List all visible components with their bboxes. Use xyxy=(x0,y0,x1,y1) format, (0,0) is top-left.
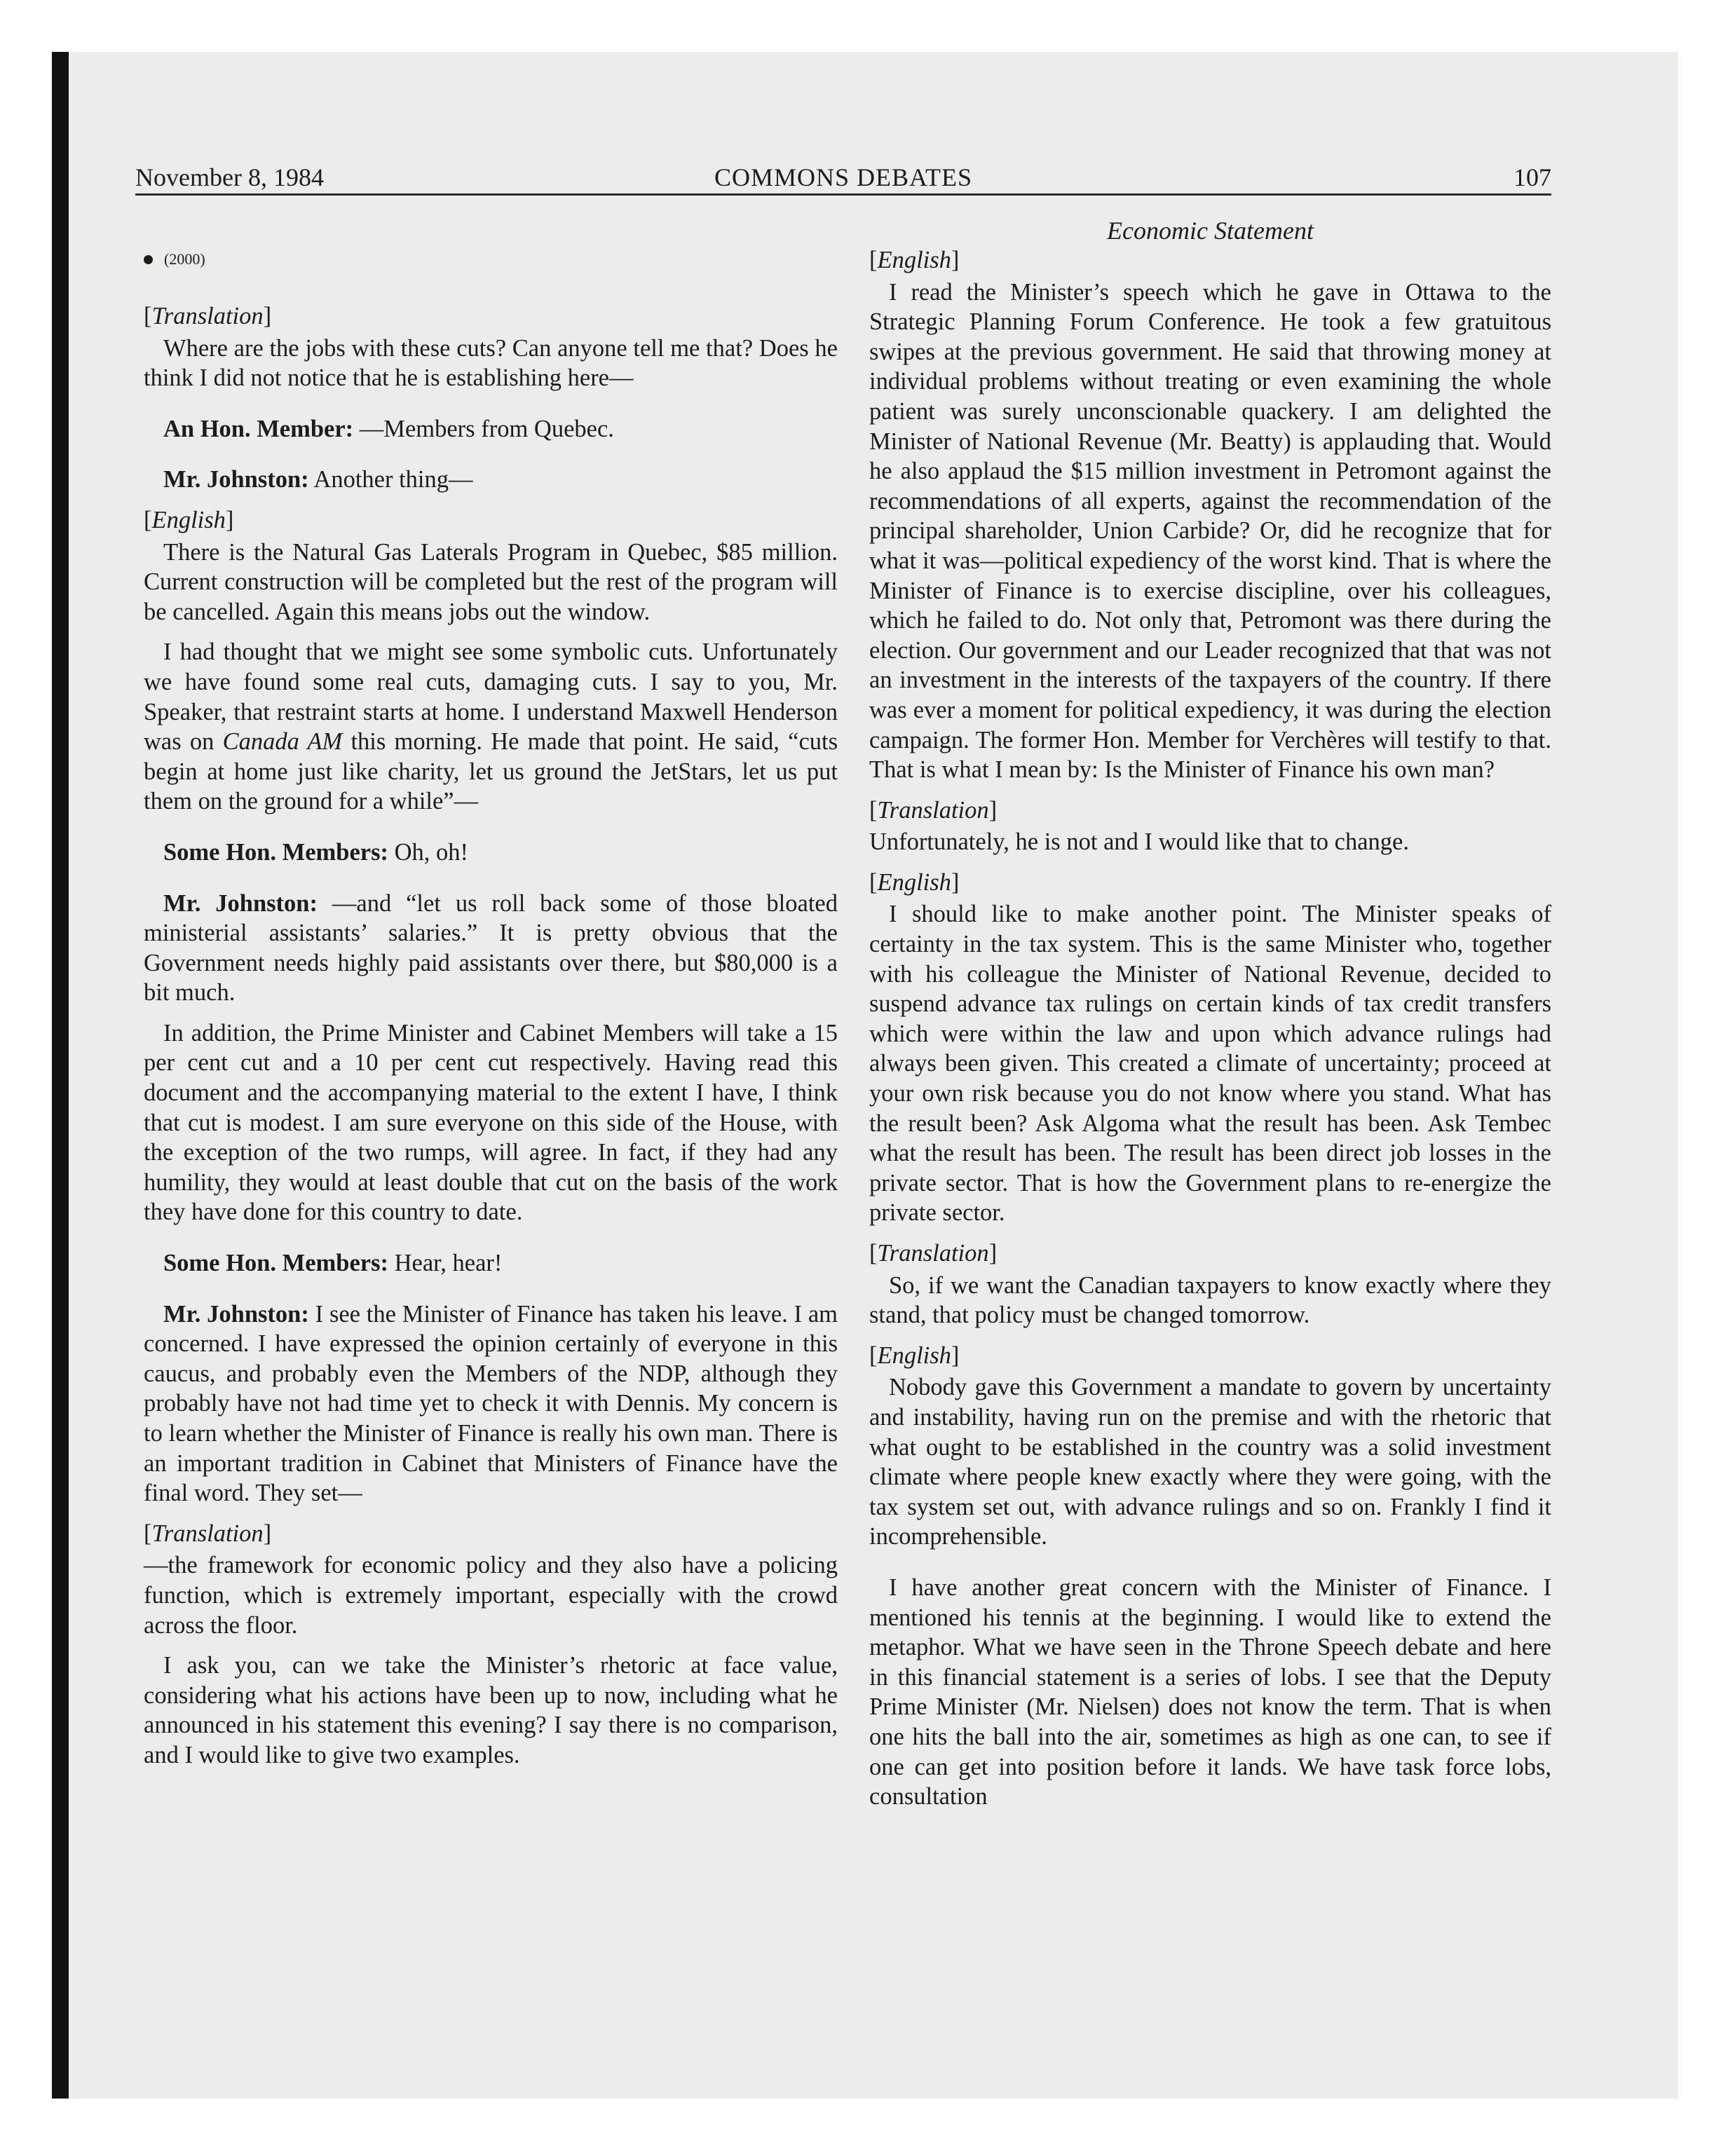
speech-paragraph: Mr. Johnston: Another thing— xyxy=(163,466,473,493)
speaker: Some Hon. Members: xyxy=(163,1250,388,1277)
paragraph: In addition, the Prime Minister and Cabinet Members will take a 15 per cent cut and a 10 per cent cut respectively. Having read this document and the accompanying material to the extent I have, I think that cut is modest. I am sure everyone on this side of the House, with the exception of the two rumps, will agree. In fact, if they had any humility, they would at least double that cut on the basis of the work they have done for this country to date. xyxy=(144,1019,838,1226)
language-label: [English] xyxy=(144,506,234,533)
header-date: November 8, 1984 xyxy=(135,163,324,191)
bullet-icon xyxy=(144,255,153,264)
paragraph: I read the Minister’s speech which he gave in Ottawa to the Strategic Planning Forum Conference. He took a few gratuitous swipes at the previous government. He said that throwing money at individual problems without treating or even examining the whole patient was surely unconscionable quackery. I am delighted the Minister of National Revenue (Mr. Beatty) is applauding that. Would he also applaud the $15 million investment in Petromont against the recommendations of all experts, against the recommendation of the principal shareholder, Union Carbide? Or, did he recognize that for what it was—political expediency of the worst kind. That is where the Minister of Finance is to exercise discipline, over his colleagues, which he failed to do. Not only that, Petromont was there during the election. Our government and our Leader recognized that that was not an investment in the interests of the taxpayers of the country. If there was ever a moment for political expediency, it was during the election campaign. The former Hon. Member for Verchères will testify to that. That is what I mean by: Is the Minister of Finance his own man? xyxy=(869,278,1551,784)
paragraph: Nobody gave this Government a mandate to govern by uncertainty and instability, having run on the premise and with the rhetoric that what ought to be established in the country was a solid investment climate where people knew exactly where they were going, with the tax system set out, with advance rulings and so on. Frankly I find it incomprehensible. xyxy=(869,1374,1551,1550)
language-label: [English] xyxy=(869,868,960,896)
speaker: Mr. Johnston: xyxy=(163,889,318,917)
speaker: Mr. Johnston: xyxy=(163,1300,309,1328)
speaker: Some Hon. Members: xyxy=(163,838,388,866)
right-column xyxy=(869,245,1551,1822)
paragraph: Unfortunately, he is not and I would like that to change. xyxy=(869,828,1409,856)
header-rule xyxy=(135,193,1551,196)
paragraph: So, if we want the Canadian taxpayers to know exactly where they stand, that policy must be changed tomorrow. xyxy=(869,1271,1551,1329)
speech-paragraph: An Hon. Member: —Members from Quebec. xyxy=(163,415,614,442)
language-label: [English] xyxy=(869,1342,960,1369)
speech-paragraph: Some Hon. Members: Hear, hear! xyxy=(163,1250,503,1277)
speech-paragraph: Mr. Johnston: —and “let us roll back some of those bloated ministerial assistants’ salaries.” It is pretty obvious that the Government needs highly paid assistants over there, but $80,000 is a bit much. xyxy=(144,889,838,1007)
paragraph: I have another great concern with the Minister of Finance. I mentioned his tennis at the beginning. I would like to extend the metaphor. What we have seen in the Throne Speech debate and here in this financial statement is a series of lobs. I see that the Deputy Prime Minister (Mr. Nielsen) does not know the term. That is when one hits the ball into the air, sometimes as high as one can, to see if one can get into position before it lands. We have task force lobs, consultation xyxy=(869,1574,1551,1810)
speaker: Mr. Johnston: xyxy=(163,466,309,493)
speech-paragraph: Some Hon. Members: Oh, oh! xyxy=(163,838,469,866)
subject-heading: Economic Statement xyxy=(1107,217,1314,245)
paragraph: There is the Natural Gas Laterals Program in Quebec, $85 million. Current construction will be completed but the rest of the program will be cancelled. Again this means jobs out the window. xyxy=(144,538,838,625)
left-column xyxy=(144,245,838,1781)
header-page-number: 107 xyxy=(1513,163,1551,191)
header-publication: COMMONS DEBATES xyxy=(714,163,973,191)
language-label: [English] xyxy=(869,247,960,273)
paragraph: —the framework for economic policy and they also have a policing function, which is extremely important, especially with the crowd across the floor. xyxy=(144,1552,838,1639)
language-label: [Translation] xyxy=(869,1240,998,1267)
time-stamp xyxy=(144,245,838,273)
paragraph: I ask you, can we take the Minister’s rhetoric at face value, considering what his actions have been up to now, including what he announced in his statement this evening? I say there is no comparison, and I would like to give two examples. xyxy=(144,1652,838,1768)
time-stamp-text: (2000) xyxy=(164,250,205,268)
language-label: [Translation] xyxy=(144,1520,272,1547)
speaker: An Hon. Member: xyxy=(163,415,354,442)
language-label: [Translation] xyxy=(144,303,272,329)
paragraph: I should like to make another point. The Minister speaks of certainty in the tax system. This is the same Minister who, together with his colleague the Minister of National Revenue, decided to suspend advance tax rulings on certain kinds of tax credit transfers which were within the law and upon which advance rulings had always been given. This created a climate of uncertainty; proceed at your own risk because you do not know where you stand. What has the result been? Ask Algoma what the result has been. Ask Tembec what the result has been. The result has been direct job losses in the private sector. That is how the Government plans to re-energize the private sector. xyxy=(869,901,1551,1227)
language-label: [Translation] xyxy=(869,796,998,824)
paragraph: I had thought that we might see some symbolic cuts. Unfortunately we have found some real cuts, damaging cuts. I say to you, Mr. Speaker, that restraint starts at home. I understand Maxwell Henderson was on Canada AM this morning. He made that point. He said, “cuts begin at home just like charity, let us ground the JetStars, let us put them on the ground for a while”— xyxy=(144,639,838,815)
paragraph: Where are the jobs with these cuts? Can anyone tell me that? Does he think I did not notice that he is establishing here— xyxy=(144,334,838,392)
speech-paragraph: Mr. Johnston: I see the Minister of Finance has taken his leave. I am concerned. I have expressed the opinion certainly of everyone in this caucus, and probably even the Members of the NDP, although they probably have not had time yet to check it with Dennis. My concern is to learn whether the Minister of Finance is really his own man. There is an important tradition in Cabinet that Ministers of Finance have the final word. They set— xyxy=(144,1300,838,1507)
running-header xyxy=(135,161,1551,193)
